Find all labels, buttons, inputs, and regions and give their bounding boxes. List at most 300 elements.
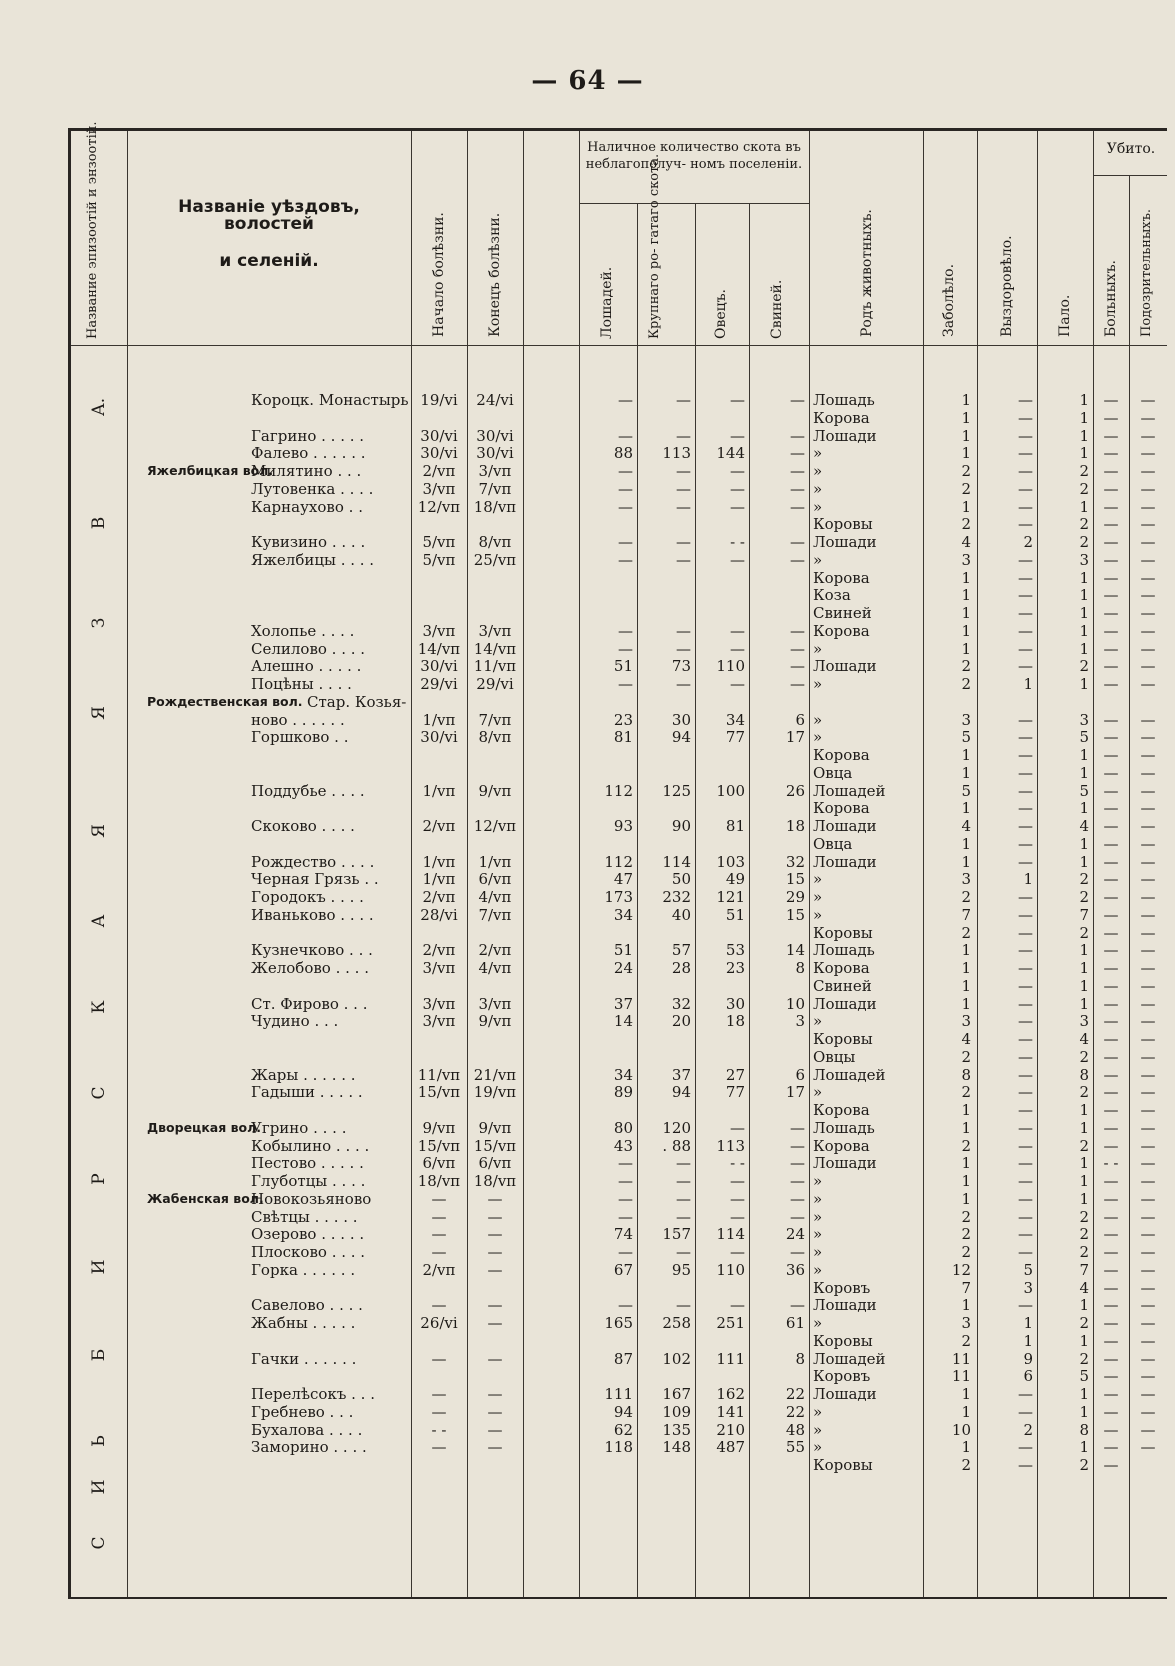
sidebar-letter: И	[89, 1479, 109, 1495]
table-row	[71, 977, 1167, 995]
killed-suspect-count: —	[1140, 426, 1156, 445]
pigs-count: —	[790, 1207, 805, 1226]
table-row	[71, 853, 1167, 871]
start-date: 15/vп	[417, 1136, 461, 1155]
settlement-name: Гачки . . . . . .	[251, 1349, 357, 1368]
header-pigs: Свиней.	[769, 279, 785, 339]
cattle-count: 148	[662, 1438, 691, 1457]
end-date: 9/vп	[478, 1012, 512, 1031]
settlement-name: Озерово . . . . .	[251, 1225, 365, 1244]
sheep-count: —	[730, 1172, 745, 1190]
horses-count: 74	[613, 1225, 633, 1244]
table-row	[71, 1119, 1167, 1137]
recovered-count: —	[1018, 799, 1033, 818]
pigs-count: 6	[795, 1065, 805, 1084]
cattle-count: 57	[671, 941, 691, 960]
header-sick: Заболѣло.	[941, 263, 957, 337]
cattle-count: 258	[662, 1314, 691, 1332]
cattle-count: —	[676, 533, 691, 551]
recovered-count: —	[1018, 923, 1033, 942]
horses-count: —	[618, 533, 633, 551]
killed-suspect-count: —	[1140, 1349, 1156, 1368]
killed-suspect-count: —	[1140, 1420, 1156, 1439]
end-date: 1/vп	[478, 852, 512, 871]
killed-suspect-count: —	[1140, 728, 1156, 747]
start-date: 2/vп	[422, 941, 456, 960]
end-date: —	[487, 1189, 503, 1208]
killed-sick-count: —	[1103, 1260, 1119, 1279]
recovered-count: 9	[1023, 1349, 1033, 1368]
sick-count: 1	[961, 604, 971, 622]
settlement-name: Чудино . . .	[251, 1012, 339, 1031]
sheep-count: —	[730, 1296, 745, 1315]
horses-count: 165	[604, 1314, 633, 1332]
horses-count: —	[618, 1243, 633, 1261]
table-row	[71, 1438, 1167, 1456]
volost-label: Дворецкая вол.	[147, 1119, 262, 1135]
header-killed-sick: Больныхъ.	[1103, 260, 1119, 337]
animal-kind: Свиней	[813, 976, 872, 995]
animal-kind: Свиней	[813, 604, 872, 622]
settlement-name: Ст. Фирово . . .	[251, 994, 368, 1013]
sick-count: 12	[951, 1260, 971, 1279]
table-row	[71, 657, 1167, 675]
cattle-count: 113	[662, 444, 691, 463]
animal-kind: Лошади	[813, 426, 877, 445]
recovered-count: 6	[1023, 1367, 1033, 1386]
sick-count: 1	[961, 1402, 971, 1421]
died-count: 1	[1079, 1438, 1089, 1457]
table-row	[71, 427, 1167, 445]
recovered-count: —	[1018, 905, 1033, 924]
recovered-count: —	[1018, 550, 1033, 569]
recovered-count: —	[1018, 1101, 1033, 1119]
recovered-count: —	[1018, 1189, 1033, 1208]
horses-count: —	[618, 621, 633, 640]
killed-sick-count: —	[1103, 994, 1119, 1013]
cattle-count: 102	[662, 1349, 691, 1368]
sheep-count: —	[730, 1243, 745, 1261]
settlement-name: Городокъ . . . .	[251, 888, 364, 906]
recovered-count: —	[1018, 568, 1033, 587]
cattle-count: 90	[671, 817, 691, 835]
killed-suspect-count: —	[1140, 1367, 1156, 1386]
killed-sick-count: —	[1103, 763, 1119, 782]
died-count: 2	[1079, 515, 1089, 534]
cattle-count: —	[676, 621, 691, 640]
settlement-name: Черная Грязь . .	[251, 870, 379, 889]
table-row	[71, 906, 1167, 924]
pigs-count: 61	[785, 1314, 805, 1332]
settlement-name: Фалево . . . . . .	[251, 444, 366, 463]
sheep-count: - -	[730, 533, 745, 551]
settlement-name: Поддубье . . . .	[251, 781, 365, 800]
animal-kind: »	[813, 888, 823, 906]
recovered-count: 5	[1023, 1260, 1033, 1279]
settlement-name: Милятино . . .	[251, 462, 362, 480]
pigs-count: —	[790, 426, 805, 445]
sheep-count: 110	[716, 657, 745, 676]
killed-sick-count: —	[1103, 568, 1119, 587]
died-count: 1	[1079, 1385, 1089, 1403]
died-count: 2	[1079, 1349, 1089, 1368]
died-count: 1	[1079, 1331, 1089, 1350]
volost-label: Жабенская вол.	[147, 1190, 264, 1206]
table-row	[71, 746, 1167, 764]
header-name-line2: и селеній.	[219, 251, 319, 271]
killed-sick-count: —	[1103, 1225, 1119, 1244]
recovered-count: —	[1018, 781, 1033, 800]
cattle-count: 109	[662, 1402, 691, 1421]
recovered-count: —	[1018, 834, 1033, 853]
died-count: 2	[1079, 462, 1089, 480]
pigs-count: —	[790, 497, 805, 516]
recovered-count: —	[1018, 604, 1033, 622]
table-row	[71, 1314, 1167, 1332]
sheep-count: 81	[725, 817, 745, 835]
animal-kind: Лошади	[813, 852, 877, 871]
sick-count: 1	[961, 746, 971, 764]
killed-suspect-count: —	[1140, 941, 1156, 960]
cattle-count: 125	[662, 781, 691, 800]
died-count: 3	[1079, 710, 1089, 729]
table-row	[71, 444, 1167, 462]
died-count: 1	[1079, 639, 1089, 658]
killed-sick-count: - -	[1103, 1154, 1119, 1173]
killed-suspect-count: —	[1140, 1278, 1156, 1297]
pigs-count: —	[790, 1243, 805, 1261]
sidebar-letter: В	[89, 516, 109, 530]
sick-count: 3	[961, 710, 971, 729]
animal-kind: »	[813, 1402, 823, 1421]
killed-sick-count: —	[1103, 1243, 1119, 1261]
recovered-count: —	[1018, 728, 1033, 747]
died-count: 4	[1079, 1278, 1089, 1297]
sick-count: 2	[961, 1083, 971, 1102]
table-row	[71, 782, 1167, 800]
sick-count: 2	[961, 675, 971, 693]
recovered-count: 1	[1023, 1314, 1033, 1332]
killed-sick-count: —	[1103, 799, 1119, 818]
start-date: 2/vп	[422, 888, 456, 906]
table-row	[71, 1421, 1167, 1439]
sick-count: 2	[961, 1136, 971, 1155]
killed-sick-count: —	[1103, 1456, 1119, 1474]
cattle-count: —	[676, 1189, 691, 1208]
killed-suspect-count: —	[1140, 959, 1156, 977]
animal-kind: Лошади	[813, 1296, 877, 1315]
killed-sick-count: —	[1103, 1420, 1119, 1439]
animal-kind: »	[813, 479, 823, 498]
killed-suspect-count: —	[1140, 923, 1156, 942]
table-row	[71, 391, 1167, 409]
horses-count: —	[618, 462, 633, 480]
killed-suspect-count: —	[1140, 462, 1156, 480]
killed-sick-count: —	[1103, 834, 1119, 853]
recovered-count: —	[1018, 710, 1033, 729]
start-date: 11/vп	[417, 1065, 461, 1084]
cattle-count: 167	[662, 1385, 691, 1403]
sidebar-letter: Я	[89, 824, 109, 838]
animal-kind: Коровъ	[813, 1367, 871, 1386]
died-count: 1	[1079, 426, 1089, 445]
cattle-count: 94	[671, 1083, 691, 1102]
sheep-count: —	[730, 550, 745, 569]
horses-count: —	[618, 1172, 633, 1190]
start-date: 1/vп	[422, 781, 456, 800]
killed-suspect-count: —	[1140, 763, 1156, 782]
killed-sick-count: —	[1103, 746, 1119, 764]
animal-kind: »	[813, 497, 823, 516]
header-episode: Название эпизоотій и энзоотій.	[85, 121, 100, 339]
animal-kind: »	[813, 1225, 823, 1244]
table-row	[71, 586, 1167, 604]
end-date: 30/vi	[476, 444, 514, 463]
animal-kind: »	[813, 444, 823, 463]
killed-suspect-count: —	[1140, 1136, 1156, 1155]
killed-suspect-count: —	[1140, 746, 1156, 764]
table-row	[71, 1296, 1167, 1314]
settlement-name: Глуботцы . . . .	[251, 1172, 366, 1190]
settlement-name: Стар. Козья-	[307, 692, 407, 711]
horses-count: 80	[613, 1118, 633, 1137]
recovered-count: —	[1018, 994, 1033, 1013]
killed-sick-count: —	[1103, 586, 1119, 605]
killed-sick-count: —	[1103, 710, 1119, 729]
died-count: 1	[1079, 1172, 1089, 1190]
sheep-count: 18	[725, 1012, 745, 1031]
settlement-name: Гребнево . . .	[251, 1402, 354, 1421]
sick-count: 11	[951, 1367, 971, 1386]
killed-suspect-count: —	[1140, 1101, 1156, 1119]
pigs-count: —	[790, 639, 805, 658]
start-date: 1/vп	[422, 710, 456, 729]
sick-count: 1	[961, 586, 971, 605]
end-date: —	[487, 1385, 503, 1403]
table-row	[71, 640, 1167, 658]
header-killed-suspect: Подозрительныхъ.	[1139, 208, 1154, 337]
recovered-count: —	[1018, 391, 1033, 409]
table-row	[71, 1385, 1167, 1403]
sick-count: 2	[961, 515, 971, 534]
settlement-name: Кузнечково . . .	[251, 941, 373, 960]
died-count: 1	[1079, 1118, 1089, 1137]
sheep-count: —	[730, 1207, 745, 1226]
sick-count: 1	[961, 834, 971, 853]
end-date: —	[487, 1260, 503, 1279]
died-count: 1	[1079, 675, 1089, 693]
start-date: 2/vп	[422, 1260, 456, 1279]
recovered-count: —	[1018, 1083, 1033, 1102]
died-count: 2	[1079, 1314, 1089, 1332]
horses-count: —	[618, 639, 633, 658]
died-count: 5	[1079, 1367, 1089, 1386]
killed-suspect-count: —	[1140, 444, 1156, 463]
pigs-count: 8	[795, 1349, 805, 1368]
start-date: 30/vi	[420, 426, 458, 445]
recovered-count: —	[1018, 462, 1033, 480]
died-count: 1	[1079, 1189, 1089, 1208]
end-date: 6/vп	[478, 1154, 512, 1173]
sheep-count: 23	[725, 959, 745, 977]
animal-kind: Корова	[813, 621, 870, 640]
pigs-count: —	[790, 1172, 805, 1190]
killed-sick-count: —	[1103, 1296, 1119, 1315]
horses-count: 34	[613, 1065, 633, 1084]
killed-suspect-count: —	[1140, 852, 1156, 871]
recovered-count: —	[1018, 479, 1033, 498]
start-date: 6/vп	[422, 1154, 456, 1173]
sheep-count: —	[730, 426, 745, 445]
pigs-count: —	[790, 621, 805, 640]
sheep-count: 103	[716, 852, 745, 871]
table-row	[71, 1332, 1167, 1350]
start-date: 18/vп	[417, 1172, 461, 1190]
settlement-name: Алешно . . . . .	[251, 657, 362, 676]
recovered-count: —	[1018, 1438, 1033, 1457]
cattle-count: —	[676, 1154, 691, 1173]
sidebar-letter: А	[89, 914, 109, 928]
pigs-count: 36	[785, 1260, 805, 1279]
sidebar-letter: И	[89, 1259, 109, 1275]
sick-count: 1	[961, 1296, 971, 1315]
killed-suspect-count: —	[1140, 834, 1156, 853]
table-row	[71, 1225, 1167, 1243]
sheep-count: 251	[716, 1314, 745, 1332]
died-count: 1	[1079, 746, 1089, 764]
volost-label: Яжелбицкая вол.	[147, 463, 274, 478]
pigs-count: —	[790, 1189, 805, 1208]
header-end: Конецъ болѣзни.	[487, 212, 503, 337]
cattle-count: 135	[662, 1420, 691, 1439]
settlement-name: Рождество . . . .	[251, 852, 375, 871]
sick-count: 1	[961, 976, 971, 995]
animal-kind: Лошади	[813, 817, 877, 835]
end-date: 15/vп	[473, 1136, 517, 1155]
recovered-count: 1	[1023, 1331, 1033, 1350]
killed-sick-count: —	[1103, 391, 1119, 409]
horses-count: —	[618, 497, 633, 516]
table-row	[71, 799, 1167, 817]
end-date: 3/vп	[478, 994, 512, 1013]
killed-sick-count: —	[1103, 941, 1119, 960]
start-date: —	[431, 1243, 447, 1261]
killed-sick-count: —	[1103, 976, 1119, 995]
end-date: 14/vп	[473, 639, 517, 658]
sick-count: 7	[961, 905, 971, 924]
pigs-count: —	[790, 657, 805, 676]
killed-sick-count: —	[1103, 870, 1119, 889]
sick-count: 11	[951, 1349, 971, 1368]
pigs-count: —	[790, 533, 805, 551]
settlement-name: Желобово . . . .	[251, 959, 369, 977]
died-count: 3	[1079, 1012, 1089, 1031]
sheep-count: 34	[725, 710, 745, 729]
animal-kind: Лошади	[813, 533, 877, 551]
sheep-count: —	[730, 621, 745, 640]
end-date: 8/vп	[478, 728, 512, 747]
start-date: 15/vп	[417, 1083, 461, 1102]
killed-suspect-count: —	[1140, 391, 1156, 409]
sick-count: 1	[961, 639, 971, 658]
sidebar-letter: А.	[89, 397, 109, 417]
killed-suspect-count: —	[1140, 533, 1156, 551]
table-row	[71, 959, 1167, 977]
recovered-count: —	[1018, 817, 1033, 835]
pigs-count: 17	[785, 1083, 805, 1102]
sick-count: 1	[961, 621, 971, 640]
recovered-count: —	[1018, 586, 1033, 605]
animal-kind: Лошадь	[813, 1118, 875, 1137]
died-count: 1	[1079, 799, 1089, 818]
killed-suspect-count: —	[1140, 1225, 1156, 1244]
table-row	[71, 409, 1167, 427]
died-count: 1	[1079, 763, 1089, 782]
table-row	[71, 1137, 1167, 1155]
table-row	[71, 675, 1167, 693]
died-count: 1	[1079, 586, 1089, 605]
cattle-count: 157	[662, 1225, 691, 1244]
table-row	[71, 728, 1167, 746]
sick-count: 4	[961, 1030, 971, 1048]
animal-kind: »	[813, 710, 823, 729]
died-count: 1	[1079, 1296, 1089, 1315]
start-date: 28/vi	[420, 905, 458, 924]
sick-count: 1	[961, 497, 971, 516]
sidebar-letter: З	[89, 617, 109, 629]
cattle-count: 232	[662, 888, 691, 906]
killed-suspect-count: —	[1140, 408, 1156, 427]
sheep-count: 100	[716, 781, 745, 800]
table-row	[71, 835, 1167, 853]
killed-suspect-count: —	[1140, 1314, 1156, 1332]
died-count: 2	[1079, 1456, 1089, 1474]
recovered-count: —	[1018, 1012, 1033, 1031]
end-date: —	[487, 1349, 503, 1368]
horses-count: 14	[613, 1012, 633, 1031]
table-row	[71, 622, 1167, 640]
settlement-name: Пестово . . . . .	[251, 1154, 364, 1173]
end-date: 7/vп	[478, 710, 512, 729]
sick-count: 1	[961, 568, 971, 587]
end-date: 18/vп	[473, 497, 517, 516]
pigs-count: —	[790, 479, 805, 498]
recovered-count: —	[1018, 497, 1033, 516]
sidebar-letter: С	[89, 1536, 109, 1550]
sick-count: 2	[961, 657, 971, 676]
sheep-count: —	[730, 1118, 745, 1137]
sheep-count: 77	[725, 1083, 745, 1102]
table-row	[71, 533, 1167, 551]
sick-count: 2	[961, 1225, 971, 1244]
died-count: 2	[1079, 1225, 1089, 1244]
killed-suspect-count: —	[1140, 994, 1156, 1013]
table-row	[71, 604, 1167, 622]
sheep-count: —	[730, 1189, 745, 1208]
recovered-count: —	[1018, 621, 1033, 640]
killed-sick-count: —	[1103, 905, 1119, 924]
cattle-count: 28	[671, 959, 691, 977]
pigs-count: 14	[785, 941, 805, 960]
animal-kind: Корова	[813, 746, 870, 764]
sick-count: 8	[961, 1065, 971, 1084]
recovered-count: 3	[1023, 1278, 1033, 1297]
cattle-count: —	[676, 1243, 691, 1261]
killed-suspect-count: —	[1140, 1154, 1156, 1173]
killed-sick-count: —	[1103, 923, 1119, 942]
sidebar-letter: Б	[89, 1348, 109, 1362]
start-date: 1/vп	[422, 852, 456, 871]
